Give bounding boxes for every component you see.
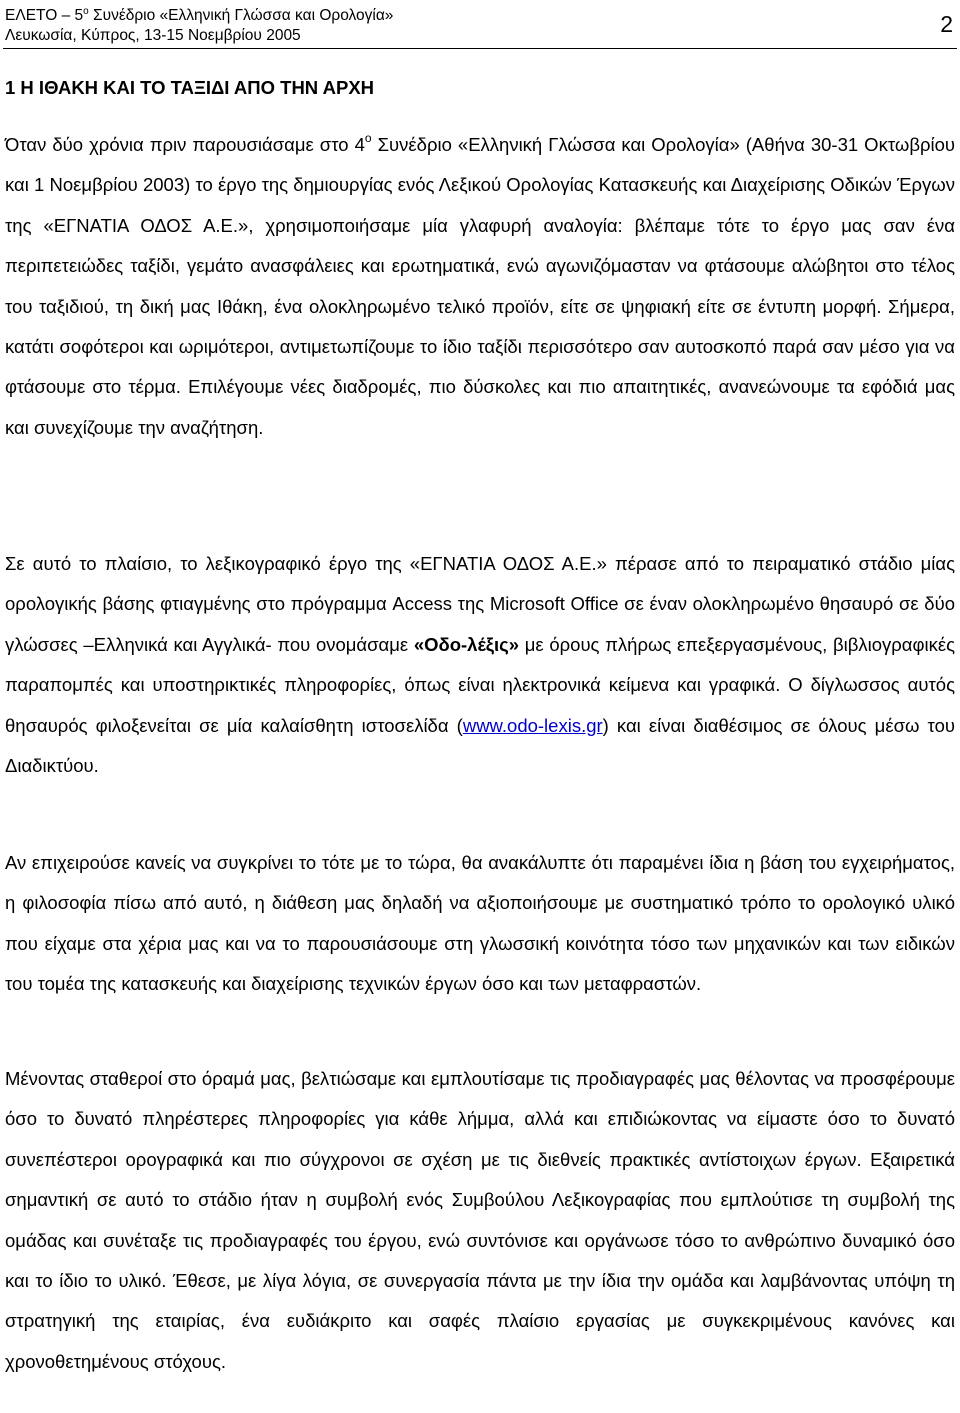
paragraph-4: Μένοντας σταθεροί στο όραμά μας, βελτιώσαμε και εμπλουτίσαμε τις προδιαγραφές μας θέλοντας να προσφέρουμε όσο το δυνατό πληρέστερες πληροφορίες για κάθε λήμμα, αλλά και επιδιώκοντας να είμαστε όσο το δυνατό συνεπέστεροι ορογραφικά και πιο σύγχρονοι σε σχέση με τις διεθνείς πρακτικές αντίστοιχων έργων. Εξαιρετικά σημαντική σε αυτό το στάδιο ήταν η συμβολή ενός Συμβούλου Λεξικογραφίας που εμπλούτισε τη συμβολή της ομάδας και συνέταξε τις προδιαγραφές του έργου, ενώ συντόνισε και οργάνωσε τόσο το ανθρώπινο δυναμικό όσο και το ίδιο το υλικό. Έθεσε, με λίγα λόγια, σε συνεργασία πάντα με την ίδια την ομάδα και λαμβάνοντας υπόψη τη στρατηγική της εταιρίας, ένα ευδιάκριτο και σαφές πλαίσιο εργασίας με συγκεκριμένους κανόνες και χρονοθετημένους στόχους. [5, 1068, 955, 1372]
header-divider [3, 48, 957, 49]
paragraph-1 [5, 125, 955, 448]
paragraph-2 [5, 544, 955, 786]
conference-title-text: ΕΛΕΤΟ – 5 [5, 7, 84, 24]
conference-title-superscript: ο [83, 6, 89, 17]
conference-title-rest: Συνέδριο «Ελληνική Γλώσσα και Ορολογία» [88, 7, 394, 24]
paragraph-2-text-c: ) και είναι διαθέσιμος σε όλους μέσω του Διαδικτύου. [5, 714, 955, 777]
paragraph-2-text-a: Σε αυτό το πλαίσιο, το λεξικογραφικό έργο της «ΕΓΝΑΤΙΑ ΟΔΟΣ Α.Ε.» πέρασε από το πειραματικό στάδιο μίας ορολογικής βάσης φτιαγμένης στο πρόγραμμα Access της Microsoft Office σε έναν ολοκληρωμένο θησαυρό σε δύο γλώσσες –Ελληνικά και Αγγλικά- που ονομάσαμε [5, 553, 955, 655]
paragraph-1-text-a: Όταν δύο χρόνια πριν παρουσιάσαμε στο 4 [5, 134, 365, 155]
conference-location-date: Λευκωσία, Κύπρος, 13-15 Νοεμβρίου 2005 [5, 27, 301, 44]
paragraph-2-text-b: με όρους πλήρως επεξεργασμένους, βιβλιογραφικές παραπομπές και υποστηρικτικές πληροφορίες, όπως είναι ηλεκτρονικά κείμενα και γραφικά. Ο δίγλωσσος αυτός θησαυρός φιλοξενείται σε μία καλαίσθητη ιστοσελίδα ( [5, 633, 955, 736]
paragraph-1-text-b: Συνέδριο «Ελληνική Γλώσσα και Ορολογία» (Αθήνα 30-31 Οκτωβρίου και 1 Νοεμβρίου 2003) το έργο της δημιουργίας ενός Λεξικού Ορολογίας Κατασκευής και Διαχείρισης Οδικών Έργων της «ΕΓΝΑΤΙΑ ΟΔΟΣ Α.Ε.», χρησιμοποιήσαμε μία γλαφυρή αναλογία: βλέπαμε τότε το έργο μας σαν ένα περιπετειώδες ταξίδι, γεμάτο ανασφάλειες και ερωτηματικά, ενώ αγωνιζόμασταν να φτάσουμε αλώβητοι στο τέλος του ταξιδιού, τη δική μας Ιθάκη, ένα ολοκληρωμένο τελικό προϊόν, είτε σε ψηφιακή είτε σε έντυπη μορφή. Σήμερα, κατάτι σοφότεροι και ωριμότεροι, αντιμετωπίζουμε το ίδιο ταξίδι περισσότερο σαν αυτοσκοπό παρά σαν μέσο για να φτάσουμε στο τέρμα. Επιλέγουμε νέες διαδρομές, πιο δύσκολες και πιο απαιτητικές, ανανεώνουμε τα εφόδιά μας και συνεχίζουμε την αναζήτηση. [5, 134, 955, 438]
paragraph-1-superscript: ο [364, 131, 372, 145]
section-heading: 1 Η ΙΘΑΚΗ ΚΑΙ ΤΟ ΤΑΞΙΔΙ ΑΠΟ ΤΗΝ ΑΡΧΗ [5, 77, 375, 98]
product-name-bold: «Οδο-λέξις» [413, 633, 520, 655]
conference-title [5, 6, 955, 26]
page-number: 2 [940, 11, 953, 37]
website-link[interactable]: www.odo-lexis.gr [462, 714, 603, 736]
paragraph-3: Αν επιχειρούσε κανείς να συγκρίνει το τότε με το τώρα, θα ανακάλυπτε ότι παραμένει ίδια η βάση του εγχειρήματος, η φιλοσοφία πίσω από αυτό, η διάθεση μας δηλαδή να αξιοποιήσουμε με συστηματικό τρόπο το ορολογικό υλικό που είχαμε στα χέρια μας και να το παρουσιάσουμε στη γλωσσική κοινότητα τόσο των μηχανικών και των ειδικών του τομέα της κατασκευής και διαχείρισης τεχνικών έργων όσο και των μεταφραστών. [5, 852, 955, 995]
page-header [5, 6, 955, 50]
